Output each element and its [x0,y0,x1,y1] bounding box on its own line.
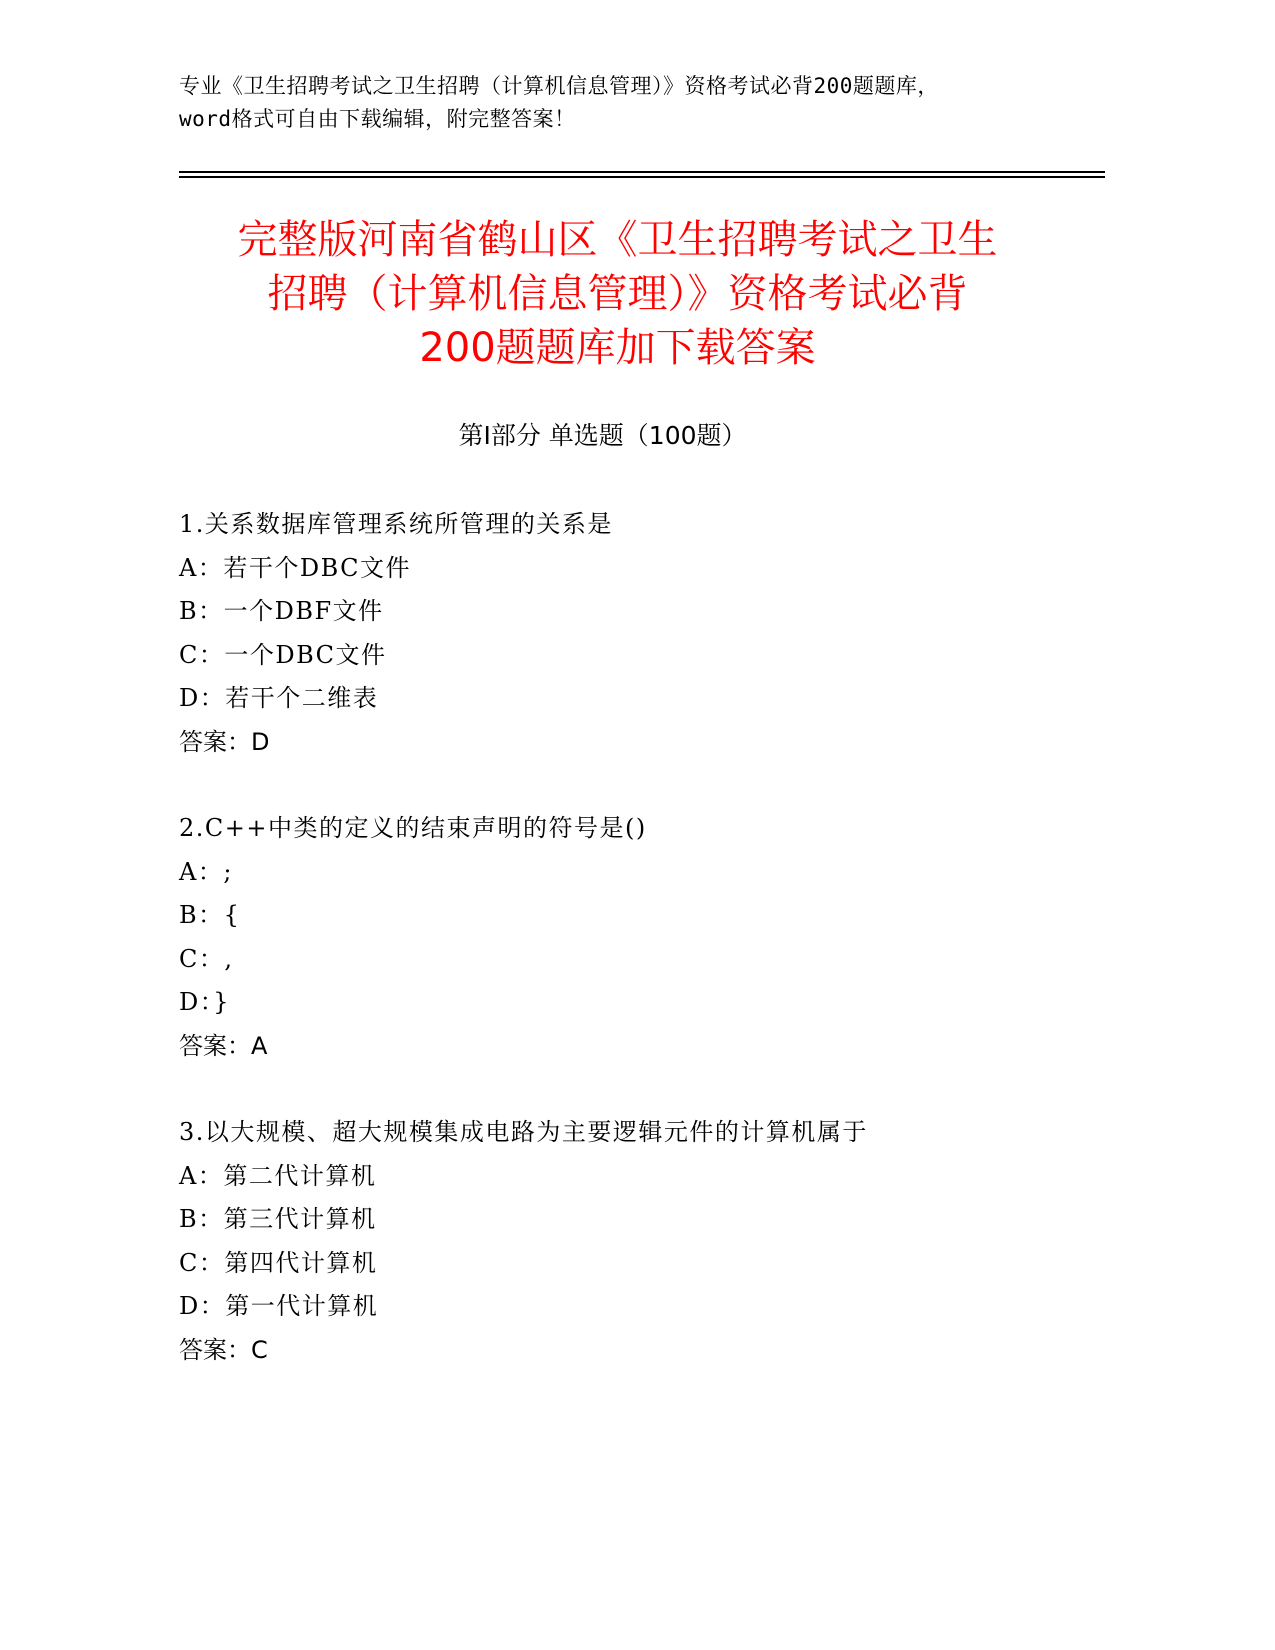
question-item [179,807,1179,1068]
document-header [179,70,1109,136]
header-divider-top [179,171,1105,173]
option-b: B：一个DBF文件 [179,597,384,625]
header-line-1: 专业《卫生招聘考试之卫生招聘（计算机信息管理）》资格考试必背200题题库， [179,74,939,98]
question-stem: 2.C++中类的定义的结束声明的符号是() [179,814,647,842]
question-list [179,503,1179,1372]
section-heading: 第Ⅰ部分 单选题（100题） [458,421,747,450]
option-c: C：, [179,944,234,973]
question-item [179,503,1179,764]
question-item [179,1111,1179,1372]
answer-line: 答案：A [179,1031,268,1060]
header-line-2: word格式可自由下载编辑，附完整答案！ [179,107,576,131]
option-d: D：} [179,988,231,1016]
option-a: A：若干个DBC文件 [179,553,412,582]
option-d: D：第一代计算机 [179,1292,379,1320]
question-stem: 3.以大规模、超大规模集成电路为主要逻辑元件的计算机属于 [179,1118,868,1146]
header-divider-bottom [179,176,1105,178]
option-d: D：若干个二维表 [179,684,379,712]
option-a: A：第二代计算机 [179,1161,377,1190]
answer-line: 答案：D [179,727,270,756]
document-title [140,213,1095,375]
title-line-2: 招聘（计算机信息管理）》资格考试必背 [267,271,968,317]
title-line-1: 完整版河南省鹤山区《卫生招聘考试之卫生 [237,217,998,263]
answer-line: 答案：C [179,1335,268,1364]
option-b: B：第三代计算机 [179,1205,377,1233]
option-b: B：{ [179,901,241,929]
option-c: C：一个DBC文件 [179,640,387,669]
question-stem: 1.关系数据库管理系统所管理的关系是 [179,510,613,538]
option-c: C：第四代计算机 [179,1248,378,1277]
title-line-3: 200题题库加下载答案 [419,325,816,371]
option-a: A：; [179,857,233,886]
